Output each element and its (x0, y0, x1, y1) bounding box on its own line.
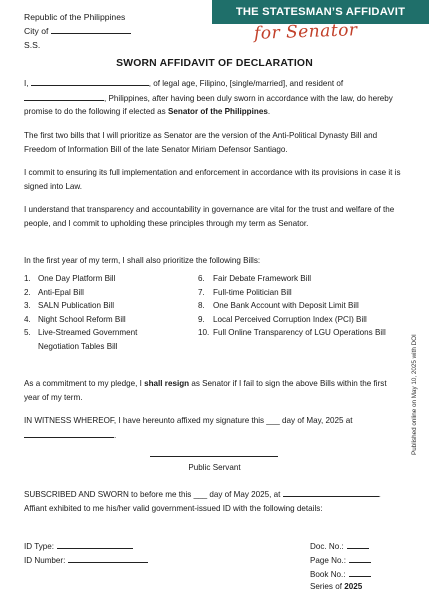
id-number-blank (68, 553, 148, 563)
commit-paragraph: I commit to ensuring its full implementation and enforcement in accordance with its provisions in case it is signed into Law. (24, 168, 401, 191)
bills-list-left (24, 272, 174, 354)
pledge-paragraph (24, 377, 402, 404)
banner-script-text: for Senator (253, 20, 358, 44)
doc-no-blank (347, 539, 369, 549)
page-no-label: Page No.: (310, 556, 346, 565)
subscribed-paragraph (24, 487, 402, 515)
document-title: SWORN AFFIDAVIT OF DECLARATION (116, 58, 313, 69)
first-year-paragraph: In the first year of my term, I shall also prioritize the following Bills: (24, 256, 261, 265)
id-type-label: ID Type: (24, 542, 54, 551)
title-banner: THE STATESMAN’S AFFIDAVIT (212, 0, 429, 24)
id-type-blank (57, 539, 133, 549)
first-bills-paragraph: The first two bills that I will prioritize as Senator are the version of the Anti-Political Dynasty Bill and Freedom of Information Bill of the late Senator Miriam Defensor Santiago. (24, 131, 378, 154)
country-label: Republic of the Philippines (24, 12, 126, 22)
intro-end: . (267, 107, 271, 117)
pledge-pre: As a commitment to my pledge, I (24, 379, 142, 388)
bill-item: 8. One Bank Account with Deposit Limit Bill (198, 301, 359, 311)
book-no-label: Book No.: (310, 570, 346, 579)
subscribed-post: . Affiant exhibited to me his/her valid government-issued ID with the following details: (24, 490, 381, 513)
book-no-blank (349, 567, 371, 577)
witness-paragraph (24, 414, 402, 442)
page-no-blank (349, 553, 371, 563)
intro-part2: , of legal age, Filipino, [single/married], and resident of (148, 79, 344, 88)
bill-item: 7. Full-time Politician Bill (198, 287, 292, 297)
bill-item: 5. Live-Streamed Government Negotiation Tables Bill (24, 328, 138, 351)
ss-label: S.S. (24, 40, 41, 50)
doc-no-label: Doc. No.: (310, 542, 344, 551)
subscribed-place-blank (283, 487, 379, 497)
id-type-field (24, 539, 133, 553)
residence-blank (24, 91, 104, 101)
city-line (24, 24, 131, 38)
id-number-label: ID Number: (24, 556, 66, 565)
bill-item: 10. Full Online Transparency of LGU Operations Bill (198, 328, 386, 338)
bills-list-right (198, 272, 388, 340)
name-blank (31, 76, 149, 86)
bill-item: 4. Night School Reform Bill (24, 314, 126, 324)
witness-place-blank (24, 428, 117, 440)
understand-paragraph: I understand that transparency and accountability in governance are vital for the trust and welfare of the people, and I commit to upholding these principles through my term as Senator. (24, 205, 395, 228)
witness-post: . (114, 430, 117, 440)
city-blank (51, 24, 131, 34)
page-no-field (310, 553, 371, 567)
book-no-field (310, 567, 371, 581)
intro-i: I, (24, 79, 29, 88)
doc-no-field (310, 539, 369, 553)
series-field (310, 581, 362, 593)
signature-label: Public Servant (188, 463, 241, 472)
pledge-bold: shall resign (144, 379, 190, 388)
signature-line (150, 456, 278, 457)
bill-item: 2. Anti-Epal Bill (24, 287, 84, 297)
intro-paragraph (24, 76, 402, 119)
id-number-field (24, 553, 148, 567)
intro-part3: , Philippines, after having been duly sworn in accordance with the law, do hereby promise to do the following if elected as (24, 93, 393, 117)
bill-item: 3. SALN Publication Bill (24, 301, 115, 311)
bill-item: 6. Fair Debate Framework Bill (198, 274, 312, 283)
series-year: 2025 (344, 582, 363, 591)
header-left (24, 10, 131, 52)
intro-bold: Senator of the Philippines (167, 107, 268, 117)
bill-item: 9. Local Perceived Corruption Index (PCI) Bill (198, 314, 367, 324)
witness-pre: IN WITNESS WHEREOF, I have hereunto affixed my signature this ___ day of May, 2025 at (24, 416, 353, 425)
published-side-note: Published online on May 10, 2025 with DOI (411, 334, 418, 455)
subscribed-pre: SUBSCRIBED AND SWORN to before me this ___ day of May 2025, at (24, 490, 281, 499)
bill-item: 1. One Day Platform Bill (24, 274, 116, 283)
city-label: City of (24, 26, 49, 36)
pledge-post: as Senator if I fail to sign the above Bills within the first year of my term. (24, 379, 387, 402)
series-label: Series of (310, 582, 342, 591)
